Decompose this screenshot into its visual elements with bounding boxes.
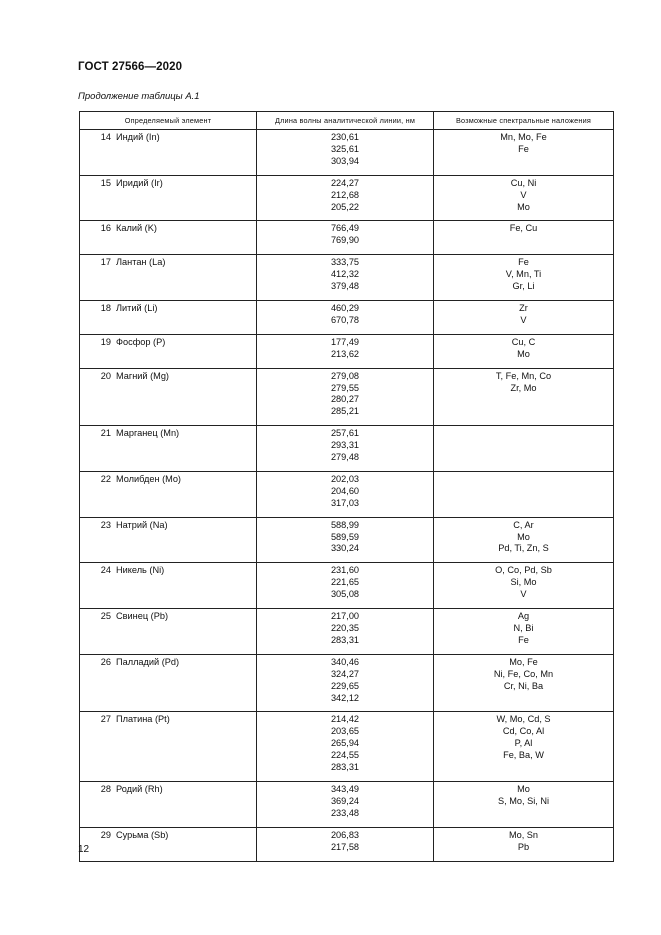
wavelength-value: 285,21	[330, 406, 360, 417]
wavelength-value: 460,29	[330, 302, 360, 313]
element-cell	[80, 368, 257, 426]
wavelength-cell	[257, 300, 434, 334]
wavelength-cell	[257, 517, 434, 563]
overlap-value: Gr, Li	[512, 281, 535, 292]
overlap-value: V	[520, 589, 527, 600]
row-number: 14	[100, 132, 111, 142]
overlap-value: Zr, Mo	[510, 382, 537, 393]
overlap-value: Cu, C	[511, 336, 536, 347]
wavelength-value: 325,61	[330, 143, 360, 154]
element-name: Свинец (Pb)	[116, 611, 169, 622]
document-header: ГОСТ 27566—2020	[78, 61, 183, 73]
wavelength-value: 412,32	[330, 269, 360, 280]
element-cell	[80, 563, 257, 609]
wavelength-value: 766,49	[330, 223, 360, 234]
wavelength-cell	[257, 175, 434, 221]
row-number: 27	[100, 714, 111, 725]
wavelength-value: 280,27	[330, 394, 360, 405]
overlap-value: Ag	[517, 611, 530, 622]
row-number: 18	[100, 302, 111, 313]
overlap-value: N, Bi	[513, 623, 534, 633]
overlap-value: Zr	[519, 302, 528, 313]
overlap-value: Fe	[518, 143, 529, 154]
table-row	[80, 781, 614, 827]
wavelength-cell	[257, 563, 434, 609]
overlap-value: V, Mn, Ti	[505, 269, 542, 280]
overlaps-cell	[434, 609, 614, 655]
overlap-value: S, Mo, Si, Ni	[497, 795, 550, 806]
overlaps-cell	[434, 255, 614, 301]
overlaps-cell	[434, 426, 614, 472]
element-cell	[80, 255, 257, 301]
overlap-value: V	[520, 189, 527, 200]
overlap-value: Mo	[517, 783, 530, 794]
wavelength-cell	[257, 255, 434, 301]
wavelength-value: 283,31	[330, 634, 360, 645]
wavelength-value: 229,65	[330, 680, 360, 691]
overlap-value: T, Fe, Mn, Co	[495, 370, 552, 381]
overlap-value: V	[520, 314, 527, 325]
overlaps-cell	[434, 654, 614, 712]
element-name: Молибден (Mo)	[116, 473, 181, 484]
overlap-value: Pd, Ti, Zn, S	[498, 543, 549, 554]
element-cell	[80, 300, 257, 334]
table-header-row	[80, 112, 614, 130]
table-body	[80, 130, 614, 862]
overlap-value: Mn, Mo, Fe	[500, 132, 547, 142]
element-cell	[80, 781, 257, 827]
element-name: Магний (Mg)	[116, 370, 169, 381]
wavelength-value: 317,03	[330, 497, 360, 508]
overlaps-cell	[434, 175, 614, 221]
wavelength-value: 588,99	[330, 519, 360, 530]
table-row	[80, 827, 614, 861]
wavelength-value: 221,65	[330, 577, 360, 588]
table-row	[80, 426, 614, 472]
wavelength-value: 257,61	[330, 428, 360, 439]
wavelength-value: 203,65	[330, 726, 360, 737]
element-cell	[80, 712, 257, 782]
wavelength-value: 283,31	[330, 762, 360, 773]
table-row	[80, 654, 614, 712]
element-name: Фосфор (P)	[116, 336, 166, 347]
wavelength-value: 214,42	[330, 714, 360, 725]
wavelength-value: 330,24	[330, 543, 360, 554]
overlaps-cell	[434, 712, 614, 782]
overlap-value: C, Ar	[513, 519, 534, 530]
wavelength-value: 333,75	[330, 257, 360, 268]
wavelength-value: 206,83	[330, 829, 360, 840]
wavelength-value: 202,03	[330, 473, 360, 484]
element-name: Индий (In)	[116, 132, 160, 142]
element-cell	[80, 426, 257, 472]
element-name: Литий (Li)	[116, 302, 158, 313]
row-number: 23	[100, 519, 111, 530]
element-cell	[80, 130, 257, 176]
overlap-value: Mo	[517, 348, 530, 359]
wavelength-cell	[257, 609, 434, 655]
overlap-value: Mo, Sn	[508, 829, 539, 840]
table-row	[80, 517, 614, 563]
element-name: Родий (Rh)	[116, 783, 163, 794]
row-number: 19	[100, 336, 111, 347]
element-cell	[80, 654, 257, 712]
element-name: Калий (K)	[116, 223, 157, 234]
wavelength-value: 305,08	[330, 589, 360, 600]
table-row	[80, 255, 614, 301]
column-header-overlaps: Возможные спектральные наложения	[434, 112, 614, 130]
overlap-value: Mo	[517, 531, 530, 542]
wavelength-cell	[257, 368, 434, 426]
row-number: 16	[100, 223, 111, 234]
wavelength-value: 220,35	[330, 623, 360, 633]
wavelength-value: 213,62	[330, 348, 360, 359]
column-header-wavelength: Длина волны аналитической линии, нм	[257, 112, 434, 130]
wavelength-value: 279,48	[330, 452, 360, 463]
wavelength-value: 670,78	[330, 314, 360, 325]
element-cell	[80, 517, 257, 563]
overlaps-cell	[434, 827, 614, 861]
overlap-value: Fe, Cu	[509, 223, 538, 234]
element-name: Марганец (Mn)	[116, 428, 180, 439]
wavelength-value: 340,46	[330, 656, 360, 667]
overlap-value: Ni, Fe, Co, Mn	[493, 668, 554, 679]
wavelength-value: 265,94	[330, 738, 360, 749]
wavelength-value: 233,48	[330, 807, 360, 818]
overlap-value: Fe, Ba, W	[503, 750, 544, 761]
table-row	[80, 712, 614, 782]
table-row	[80, 175, 614, 221]
row-number: 26	[100, 656, 111, 667]
table-row	[80, 563, 614, 609]
overlap-value: Fe	[518, 257, 529, 268]
row-number: 22	[100, 473, 111, 484]
wavelength-cell	[257, 471, 434, 517]
row-number: 17	[100, 257, 111, 268]
element-cell	[80, 609, 257, 655]
wavelength-value: 293,31	[330, 440, 360, 451]
element-cell	[80, 175, 257, 221]
overlaps-cell	[434, 781, 614, 827]
overlap-value: Mo	[517, 201, 530, 212]
element-name: Палладий (Pd)	[116, 656, 180, 667]
element-cell	[80, 471, 257, 517]
element-name: Натрий (Na)	[116, 519, 168, 530]
wavelength-value: 177,49	[330, 336, 360, 347]
overlaps-cell	[434, 517, 614, 563]
wavelength-value: 231,60	[330, 565, 360, 576]
wavelength-cell	[257, 130, 434, 176]
overlap-value: Pb	[517, 841, 530, 852]
wavelength-cell	[257, 426, 434, 472]
table-row	[80, 334, 614, 368]
wavelength-value: 204,60	[330, 485, 360, 496]
wavelength-value: 343,49	[330, 783, 360, 794]
overlap-value: Cr, Ni, Ba	[503, 680, 544, 691]
element-name: Сурьма (Sb)	[116, 829, 169, 840]
wavelength-cell	[257, 334, 434, 368]
wavelength-value: 212,68	[330, 189, 360, 200]
table-row	[80, 368, 614, 426]
overlap-value: Cd, Co, Al	[502, 726, 545, 737]
wavelength-cell	[257, 827, 434, 861]
row-number: 15	[100, 177, 111, 188]
spectral-lines-table	[79, 111, 614, 862]
wavelength-value: 205,22	[330, 201, 360, 212]
element-name: Лантан (La)	[116, 257, 166, 268]
element-name: Платина (Pt)	[116, 714, 170, 725]
overlap-value: O, Co, Pd, Sb	[495, 565, 552, 576]
table-row	[80, 130, 614, 176]
overlap-value: Fe	[518, 634, 529, 645]
table-row	[80, 221, 614, 255]
wavelength-value: 279,08	[330, 370, 360, 381]
overlap-value: Mo, Fe	[509, 656, 538, 667]
wavelength-cell	[257, 712, 434, 782]
overlap-value: Cu, Ni	[510, 177, 537, 188]
wavelength-value: 279,55	[330, 382, 360, 393]
page-number: 12	[78, 844, 90, 855]
wavelength-value: 769,90	[330, 235, 360, 246]
element-cell	[80, 827, 257, 861]
wavelength-value: 379,48	[330, 281, 360, 292]
wavelength-value: 224,55	[330, 750, 360, 761]
overlaps-cell	[434, 334, 614, 368]
element-cell	[80, 221, 257, 255]
element-cell	[80, 334, 257, 368]
table-caption: Продолжение таблицы А.1	[78, 91, 200, 102]
row-number: 21	[100, 428, 111, 439]
overlaps-cell	[434, 221, 614, 255]
row-number: 28	[100, 783, 111, 794]
column-header-element: Определяемый элемент	[80, 112, 257, 130]
table-row	[80, 300, 614, 334]
wavelength-value: 217,58	[330, 841, 360, 852]
wavelength-value: 369,24	[330, 795, 360, 806]
wavelength-cell	[257, 221, 434, 255]
overlaps-cell	[434, 368, 614, 426]
element-name: Иридий (Ir)	[116, 177, 163, 188]
wavelength-cell	[257, 654, 434, 712]
wavelength-value: 342,12	[330, 692, 360, 703]
overlaps-cell	[434, 130, 614, 176]
wavelength-value: 230,61	[330, 132, 360, 142]
overlaps-cell	[434, 300, 614, 334]
overlap-value: P, Al	[514, 738, 533, 749]
wavelength-value: 303,94	[330, 155, 360, 166]
wavelength-value: 589,59	[330, 531, 360, 542]
overlap-value: Si, Mo	[510, 577, 537, 588]
wavelength-value: 324,27	[330, 668, 360, 679]
element-name: Никель (Ni)	[116, 565, 165, 576]
overlaps-cell	[434, 563, 614, 609]
row-number: 20	[100, 370, 111, 381]
table-row	[80, 471, 614, 517]
table-row	[80, 609, 614, 655]
row-number: 24	[100, 565, 111, 576]
wavelength-value: 224,27	[330, 177, 360, 188]
row-number: 29	[100, 829, 111, 840]
row-number: 25	[100, 611, 111, 622]
wavelength-cell	[257, 781, 434, 827]
wavelength-value: 217,00	[330, 611, 360, 622]
overlaps-cell	[434, 471, 614, 517]
overlap-value: W, Mo, Cd, S	[496, 714, 551, 725]
